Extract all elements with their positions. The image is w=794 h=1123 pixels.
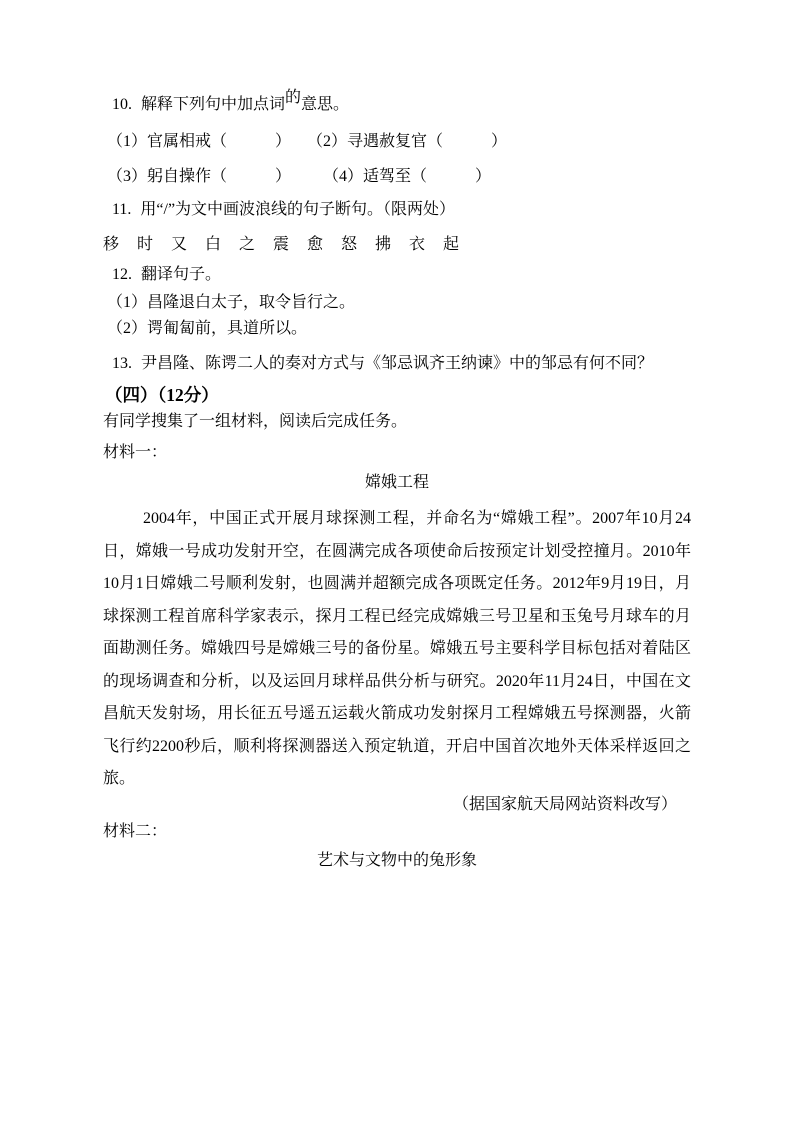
material-2-title: 艺术与文物中的兔形象 — [316, 851, 477, 869]
question-11-sentence-to-punctuate: 移 时 又 白 之 震 愈 怒 拂 衣 起 — [103, 236, 461, 253]
document-content — [103, 89, 691, 869]
question-12-item2: （2）谔匍匐前，具道所以。 — [107, 320, 308, 337]
question-10-items-row1: （1）官属相戒（ ） （2）寻遇赦复官（ ） — [107, 133, 508, 150]
question-12-stem — [103, 266, 691, 283]
section-4-intro: 有同学搜集了一组材料，阅读后完成任务。 — [103, 413, 408, 430]
material-1-title: 嫦娥工程 — [364, 474, 429, 491]
question-11-stem — [103, 201, 691, 218]
material-1-body: 2004年，中国正式开展月球探测工程，并命名为“嫦娥工程”。2007年10月24日，嫦娥一号成功发射开空，在圆满完成各项使命后按预定计划受控撞月。2010年10月1日嫦娥二号顺利发射，也圆满并超额完成各项既定任务。2012年9月19日，月球探测工程首席科学家表示，探月工程已经完成嫦娥三号卫星和玉兔号月球车的月面勘测任务。嫦娥四号是嫦娥三号的备份星。嫦娥五号主要科学目标包括对着陆区的现场调查和分析，以及运回月球样品供分析与研究。2020年11月24日，中国在文昌航天发射场，用长征五号遥五运载火箭成功发射探月工程嫦娥五号探测器，火箭飞行约2200秒后，顺利将探测器送入预定轨道，开启中国首次地外天体采样返回之旅。 — [103, 510, 691, 787]
question-10-text-after: 意思。 — [301, 96, 350, 113]
question-11-text: 用“/”为文中画波浪线的句子断句。（限两处） — [140, 201, 456, 218]
material-2-label: 材料二： — [103, 822, 168, 840]
material-1-source: （据国家航天局网站资料改写） — [452, 795, 677, 813]
question-13-number: 13. — [112, 355, 132, 372]
question-11-number: 11. — [112, 201, 132, 218]
question-10-number: 10. — [112, 96, 132, 113]
section-4-heading: （四）（12分） — [105, 385, 219, 405]
question-10-stem — [103, 89, 691, 113]
question-10-items-row2: （3）躬自操作（ ） （4）适驾至（ ） — [107, 168, 492, 185]
question-12-text: 翻译句子。 — [141, 266, 222, 283]
question-13-stem — [103, 355, 691, 372]
question-10-superscript: 的 — [285, 89, 302, 106]
question-13-text: 尹昌隆、陈谔二人的奏对方式与《邹忌讽齐王纳谏》中的邹忌有何不同？ — [141, 355, 654, 372]
question-12-number: 12. — [112, 266, 132, 283]
material-1-label: 材料一： — [103, 444, 168, 461]
question-12-item1: （1）昌隆退白太子，取令旨行之。 — [107, 294, 356, 311]
question-10-text-before: 解释下列句中加点词 — [141, 96, 286, 113]
